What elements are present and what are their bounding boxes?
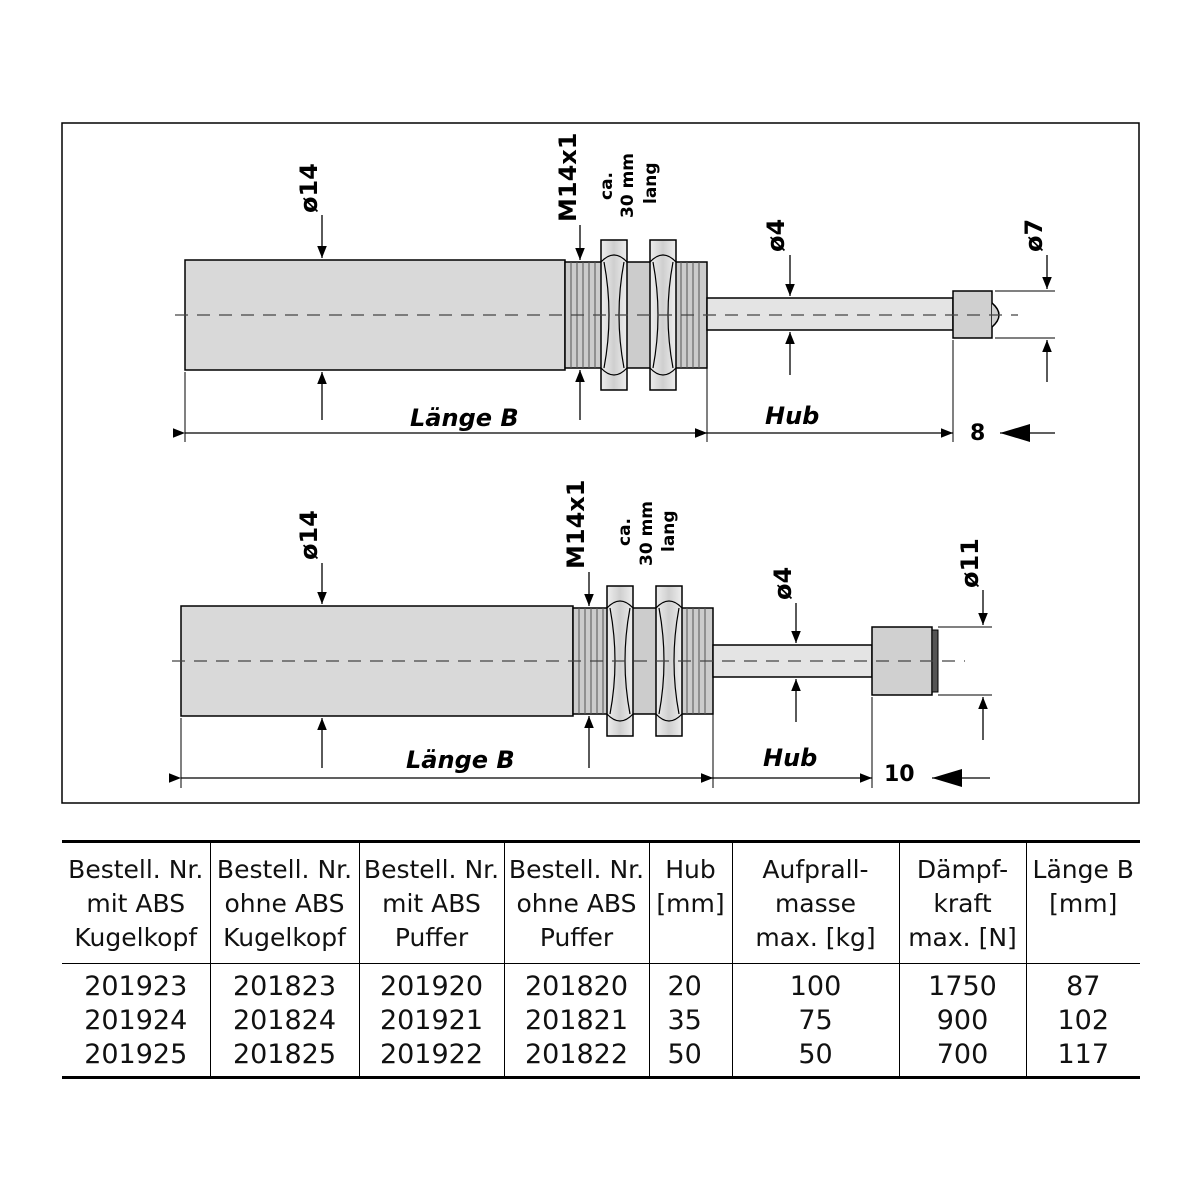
table-row bbox=[62, 1038, 1140, 1078]
table-cell: 201925 bbox=[84, 1039, 188, 1070]
header-line: Bestell. Nr. bbox=[508, 855, 645, 884]
table-cell: 50 bbox=[732, 1038, 899, 1078]
table-cell: 201825 bbox=[210, 1038, 359, 1078]
table-cell: 201921 bbox=[359, 1004, 504, 1038]
header-line: Bestell. Nr. bbox=[363, 855, 500, 884]
header-line: [mm] bbox=[656, 889, 725, 918]
table-cell: 201821 bbox=[504, 1004, 649, 1038]
top-head-diameter-label: ø7 bbox=[1020, 218, 1048, 252]
header-order-noabs-ball bbox=[210, 842, 359, 964]
header-line: mit ABS bbox=[86, 889, 186, 918]
top-nut-note-1: ca. bbox=[597, 171, 617, 200]
header-line: max. [kg] bbox=[755, 923, 876, 952]
table-cell: 100 bbox=[732, 964, 899, 1005]
header-line: mit ABS bbox=[382, 889, 481, 918]
bottom-nut-note-2: 30 mm bbox=[637, 500, 657, 566]
header-impact-mass bbox=[732, 842, 899, 964]
top-rod bbox=[707, 298, 953, 330]
bottom-head-length-label: 10 bbox=[884, 762, 915, 787]
header-line: Bestell. Nr. bbox=[216, 855, 353, 884]
header-line: Puffer bbox=[394, 923, 469, 952]
header-line: max. [N] bbox=[908, 923, 1017, 952]
header-line: Länge B bbox=[1032, 855, 1134, 884]
header-length-b bbox=[1026, 842, 1140, 964]
table-cell: 75 bbox=[732, 1004, 899, 1038]
table-cell: 700 bbox=[899, 1038, 1026, 1078]
bottom-stroke-label: Hub bbox=[763, 744, 818, 772]
table-cell: 201820 bbox=[504, 964, 649, 1005]
top-stroke-label: Hub bbox=[765, 402, 820, 430]
header-line: Bestell. Nr. bbox=[68, 855, 204, 884]
table-cell: 87 bbox=[1026, 964, 1140, 1005]
top-nut-note-3: lang bbox=[641, 162, 661, 204]
spec-table bbox=[62, 840, 1140, 1079]
header-order-abs-buffer bbox=[359, 842, 504, 964]
header-line: kraft bbox=[933, 889, 992, 918]
table-row bbox=[62, 1004, 1140, 1038]
header-order-noabs-buffer bbox=[504, 842, 649, 964]
header-line: ohne ABS bbox=[224, 889, 345, 918]
header-line: ohne ABS bbox=[516, 889, 637, 918]
header-line: Kugelkopf bbox=[74, 923, 198, 952]
header-line: Aufprall- bbox=[762, 855, 869, 884]
header-line: [mm] bbox=[1049, 889, 1118, 918]
table-cell: 201823 bbox=[210, 964, 359, 1005]
table-cell: 201822 bbox=[504, 1038, 649, 1078]
table-cell: 102 bbox=[1026, 1004, 1140, 1038]
top-nut-note-2: 30 mm bbox=[618, 152, 638, 218]
header-line: Hub bbox=[665, 855, 716, 884]
table-cell: 201923 bbox=[84, 971, 188, 1002]
table-header-row bbox=[62, 842, 1140, 964]
bottom-rod-diameter-label: ø4 bbox=[769, 566, 797, 600]
header-order-abs-ball bbox=[62, 842, 210, 964]
header-line: Kugelkopf bbox=[223, 923, 346, 952]
top-length-label: Länge B bbox=[410, 404, 519, 432]
header-line: Dämpf- bbox=[916, 855, 1009, 884]
bottom-nut-note-1: ca. bbox=[615, 517, 635, 546]
header-damping-force bbox=[899, 842, 1026, 964]
header-line: masse bbox=[774, 889, 857, 918]
bottom-head-diameter-label: ø11 bbox=[956, 538, 984, 588]
top-body-diameter-label: ø14 bbox=[295, 163, 323, 213]
bottom-nut-note-3: lang bbox=[659, 510, 679, 552]
table-cell: 35 bbox=[649, 1004, 732, 1038]
table-cell: 201824 bbox=[210, 1004, 359, 1038]
bottom-body-diameter-label: ø14 bbox=[295, 510, 323, 560]
bottom-length-label: Länge B bbox=[406, 746, 515, 774]
header-line: Puffer bbox=[539, 923, 614, 952]
table-cell: 50 bbox=[649, 1038, 732, 1078]
table-cell: 117 bbox=[1026, 1038, 1140, 1078]
table-cell: 1750 bbox=[899, 964, 1026, 1005]
top-thread-label: M14x1 bbox=[554, 132, 582, 222]
top-rod-diameter-label: ø4 bbox=[762, 218, 790, 252]
top-head-length-label: 8 bbox=[970, 421, 986, 446]
table-cell: 201922 bbox=[359, 1038, 504, 1078]
table-row bbox=[62, 964, 1140, 1005]
header-stroke bbox=[649, 842, 732, 964]
bottom-thread-label: M14x1 bbox=[562, 479, 590, 569]
table-cell: 201924 bbox=[84, 1005, 188, 1036]
table-cell: 900 bbox=[899, 1004, 1026, 1038]
top-absorber-drawing bbox=[175, 133, 1055, 446]
bottom-absorber-drawing bbox=[172, 480, 992, 788]
table-cell: 201920 bbox=[359, 964, 504, 1005]
table-cell: 20 bbox=[649, 964, 732, 1005]
